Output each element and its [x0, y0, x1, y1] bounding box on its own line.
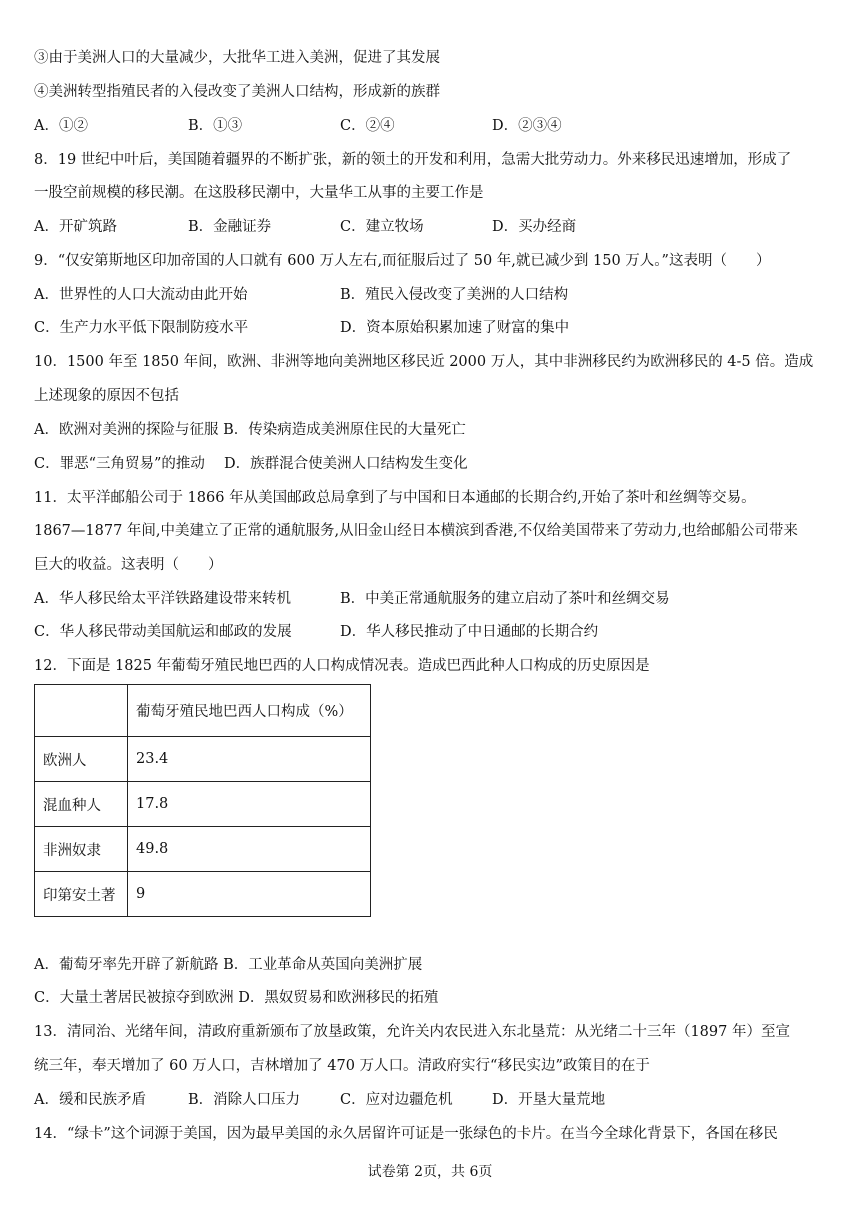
q12-options-cd: C．大量土著居民被掠夺到欧洲 D．黑奴贸易和欧洲移民的拓殖: [34, 990, 439, 1006]
table-cell-percent: 17.8: [128, 782, 371, 827]
table-cell-group: 印第安土著: [35, 872, 128, 917]
q7-option-c: C．②④: [340, 118, 395, 134]
table-row: [35, 872, 371, 917]
q9-option-c: C．生产力水平低下限制防疫水平: [34, 320, 249, 336]
table-row: [35, 782, 371, 827]
q10-text-line2: 上述现象的原因不包括: [34, 388, 179, 404]
q13-option-d: D．开垦大量荒地: [492, 1092, 606, 1108]
q13-option-c: C．应对边疆危机: [340, 1092, 453, 1108]
q11-option-b: B．中美正常通航服务的建立启动了茶叶和丝绸交易: [340, 591, 670, 607]
q8-option-c: C．建立牧场: [340, 219, 424, 235]
q10-options-cd: C．罪恶“三角贸易”的推动 D．族群混合使美洲人口结构发生变化: [34, 456, 468, 472]
table-row: [35, 827, 371, 872]
table-header-cell: [35, 685, 128, 737]
q9-option-a: A．世界性的人口大流动由此开始: [34, 287, 248, 303]
q11-text-line2: 1867—1877 年间,中美建立了正常的通航服务,从旧金山经日本横滨到香港,不仅给美国带来了劳动力,也给邮船公司带来: [34, 523, 798, 539]
q13-text-line2: 统三年，奉天增加了 60 万人口，吉林增加了 470 万人口。清政府实行“移民实边”政策目的在于: [34, 1058, 650, 1074]
table-cell-group: 混血种人: [35, 782, 128, 827]
q10-text-line1: 10．1500 年至 1850 年间，欧洲、非洲等地向美洲地区移民近 2000 万人，其中非洲移民约为欧洲移民的 4-5 倍。造成: [34, 354, 814, 370]
table-header-cell: 葡萄牙殖民地巴西人口构成（%）: [128, 685, 371, 737]
q8-option-a: A．开矿筑路: [34, 219, 117, 235]
q11-text-line3: 巨大的收益。这表明（ ）: [34, 557, 223, 573]
table-cell-group: 欧洲人: [35, 737, 128, 782]
q12-options-ab: A．葡萄牙率先开辟了新航路 B．工业革命从英国向美洲扩展: [34, 957, 423, 973]
q13-option-a: A．缓和民族矛盾: [34, 1092, 146, 1108]
q9-option-d: D．资本原始积累加速了财富的集中: [340, 320, 570, 336]
q8-option-d: D．买办经商: [492, 219, 577, 235]
q13-option-b: B．消除人口压力: [188, 1092, 301, 1108]
q13-text-line1: 13．清同治、光绪年间，清政府重新颁布了放垦政策，允许关内农民进入东北垦荒：从光绪二十三年（1897 年）至宣: [34, 1024, 790, 1040]
table-cell-group: 非洲奴隶: [35, 827, 128, 872]
table-header-row: [35, 685, 371, 737]
table-cell-percent: 23.4: [128, 737, 371, 782]
page-footer: 试卷第 2页，共 6页: [367, 1164, 493, 1180]
statement-4: ④美洲转型指殖民者的入侵改变了美洲人口结构，形成新的族群: [34, 84, 440, 100]
table-cell-percent: 49.8: [128, 827, 371, 872]
q7-option-d: D．②③④: [492, 118, 562, 134]
q12-text: 12．下面是 1825 年葡萄牙殖民地巴西的人口构成情况表。造成巴西此种人口构成的历史原因是: [34, 658, 650, 674]
table-row: [35, 737, 371, 782]
q8-text-line2: 一股空前规模的移民潮。在这股移民潮中，大量华工从事的主要工作是: [34, 185, 484, 201]
q11-option-a: A．华人移民给太平洋铁路建设带来转机: [34, 591, 291, 607]
q9-option-b: B．殖民入侵改变了美洲的人口结构: [340, 287, 569, 303]
q7-option-a: A．①②: [34, 118, 88, 134]
q8-text-line1: 8．19 世纪中叶后，美国随着疆界的不断扩张，新的领土的开发和利用，急需大批劳动力。外来移民迅速增加，形成了: [34, 152, 792, 168]
table-cell-percent: 9: [128, 872, 371, 917]
q8-option-b: B．金融证券: [188, 219, 272, 235]
q7-option-b: B．①③: [188, 118, 243, 134]
q9-text: 9．“仅安第斯地区印加帝国的人口就有 600 万人左右,而征服后过了 50 年,就已减少到 150 万人。”这表明（ ）: [34, 253, 771, 269]
q11-option-c: C．华人移民带动美国航运和邮政的发展: [34, 624, 292, 640]
q11-option-d: D．华人移民推动了中日通邮的长期合约: [340, 624, 599, 640]
q11-text-line1: 11．太平洋邮船公司于 1866 年从美国邮政总局拿到了与中国和日本通邮的长期合约,开始了茶叶和丝绸等交易。: [34, 490, 756, 506]
q10-options-ab: A．欧洲对美洲的探险与征服 B．传染病造成美洲原住民的大量死亡: [34, 422, 466, 438]
q14-text: 14．“绿卡”这个词源于美国，因为最早美国的永久居留许可证是一张绿色的卡片。在当今全球化背景下，各国在移民: [34, 1126, 778, 1142]
statement-3: ③由于美洲人口的大量减少，大批华工进入美洲，促进了其发展: [34, 50, 440, 66]
population-table: [34, 684, 371, 917]
